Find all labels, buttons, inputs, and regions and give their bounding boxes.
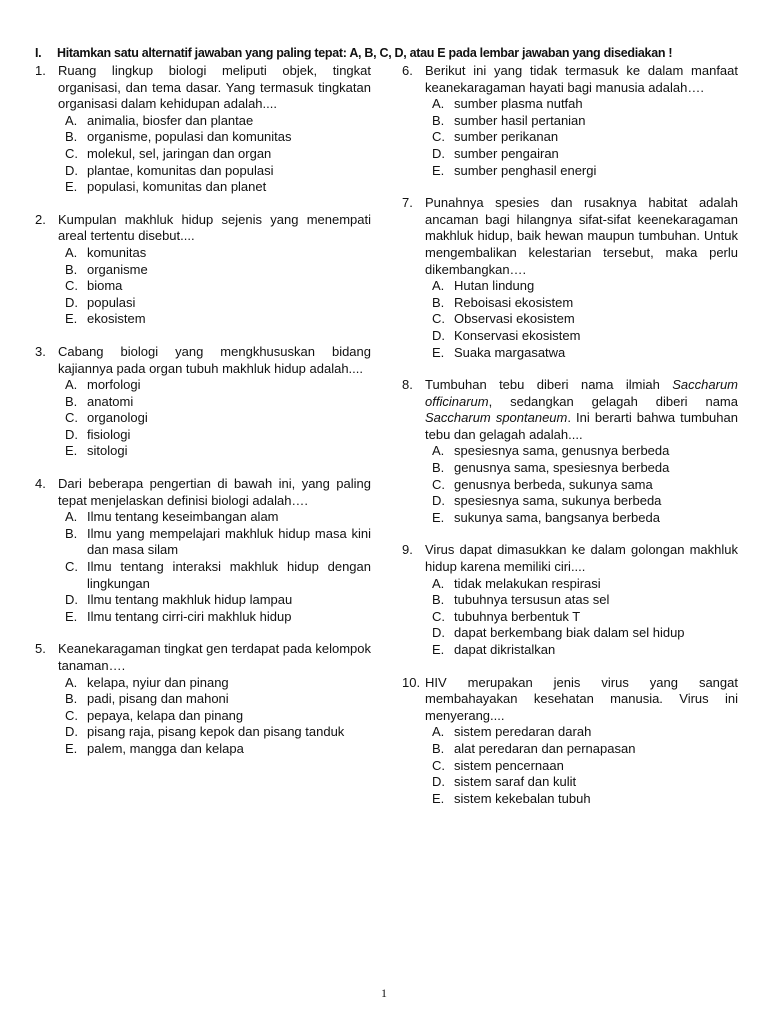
option-text: alat peredaran dan pernapasan — [454, 740, 636, 756]
option-text: sistem kekebalan tubuh — [454, 790, 591, 806]
option-text: sumber penghasil energi — [454, 162, 597, 178]
question-9 — [402, 542, 738, 658]
question-4 — [35, 476, 371, 625]
option-d — [65, 724, 371, 741]
option-a — [65, 377, 371, 394]
option-letter: A. — [432, 575, 445, 591]
option-e — [432, 510, 738, 527]
option-text: organisme, populasi dan komunitas — [87, 129, 292, 145]
question-number: 4. — [35, 476, 46, 492]
option-letter: B. — [65, 393, 78, 409]
option-d — [65, 592, 371, 609]
option-text: palem, mangga dan kelapa — [87, 740, 244, 756]
option-a — [65, 113, 371, 130]
option-letter: E. — [432, 509, 445, 525]
option-letter: A. — [65, 509, 78, 525]
option-letter: E. — [432, 642, 445, 657]
option-text: dapat berkembang biak dalam sel hidup — [454, 625, 685, 641]
question-5 — [35, 641, 371, 757]
option-letter: C. — [432, 757, 445, 773]
option-a — [65, 509, 371, 526]
option-text: pepaya, kelapa dan pinang — [87, 707, 244, 723]
option-b — [65, 262, 371, 279]
option-b — [65, 394, 371, 411]
question-text: Berikut ini yang tidak termasuk ke dalam manfaat keanekaragaman hayati bagi manusia adalah…. — [425, 63, 738, 95]
option-text: Reboisasi ekosistem — [454, 294, 574, 310]
option-list — [402, 724, 738, 807]
option-a — [65, 245, 371, 262]
option-c — [65, 146, 371, 163]
option-b — [65, 526, 371, 559]
option-letter: B. — [65, 525, 78, 541]
option-c — [65, 559, 371, 592]
option-text: dapat dikristalkan — [454, 642, 556, 657]
option-d — [432, 774, 738, 791]
question-10 — [402, 675, 738, 808]
option-b — [432, 741, 738, 758]
option-letter: D. — [65, 592, 78, 608]
option-letter: C. — [65, 410, 78, 426]
question-8 — [402, 377, 738, 526]
option-letter: D. — [432, 327, 445, 343]
question-columns — [35, 63, 738, 823]
option-text: fisiologi — [87, 426, 131, 442]
question-text-part: . Ini berarti bahwa tumbuhan tebu dan gelagah adalah.... — [425, 410, 738, 442]
option-letter: E. — [65, 311, 78, 327]
option-text: komunitas — [87, 244, 147, 260]
option-letter: D. — [65, 162, 78, 178]
option-a — [432, 443, 738, 460]
question-3 — [35, 344, 371, 460]
option-letter: C. — [432, 311, 445, 327]
option-list — [35, 509, 371, 625]
question-text — [425, 377, 738, 443]
option-letter: A. — [432, 443, 445, 459]
option-letter: A. — [432, 724, 445, 740]
scientific-name-gelagah: Saccharum spontaneum — [425, 410, 568, 426]
option-e — [432, 163, 738, 180]
option-c — [432, 477, 738, 494]
question-text: Dari beberapa pengertian di bawah ini, yang paling tepat menjelaskan definisi biologi adalah…. — [58, 476, 371, 508]
option-text: Ilmu tentang interaksi makhluk hidup dengan lingkungan — [87, 559, 371, 591]
option-c — [65, 410, 371, 427]
option-letter: C. — [432, 476, 445, 492]
option-letter: A. — [432, 96, 445, 112]
option-text: sukunya sama, bangsanya berbeda — [454, 509, 660, 525]
question-2 — [35, 212, 371, 328]
option-text: Ilmu yang mempelajari makhluk hidup masa kini dan masa silam — [87, 525, 371, 558]
option-a — [432, 96, 738, 113]
option-text: Hutan lindung — [454, 278, 535, 294]
page-number: 1 — [381, 986, 387, 1000]
option-a — [432, 724, 738, 741]
option-e — [432, 642, 738, 659]
option-text: organisme — [87, 261, 148, 277]
question-7 — [402, 195, 738, 361]
option-e — [432, 791, 738, 808]
option-b — [432, 592, 738, 609]
option-letter: B. — [432, 294, 445, 310]
question-number: 6. — [402, 63, 413, 78]
option-text: tubuhnya tersusun atas sel — [454, 592, 610, 608]
question-text-part: Tumbuhan tebu diberi nama ilmiah — [425, 377, 673, 393]
option-text: Ilmu tentang keseimbangan alam — [87, 509, 279, 525]
option-letter: C. — [65, 707, 78, 723]
option-e — [65, 311, 371, 328]
option-letter: B. — [432, 460, 445, 476]
option-text: populasi, komunitas dan planet — [87, 179, 267, 195]
question-text: Virus dapat dimasukkan ke dalam golongan makhluk hidup karena memiliki ciri.... — [425, 542, 738, 575]
option-c — [65, 278, 371, 295]
option-text: sumber perikanan — [454, 129, 559, 145]
question-6 — [402, 63, 738, 179]
option-text: sumber pengairan — [454, 145, 559, 161]
option-text: morfologi — [87, 377, 141, 393]
option-letter: A. — [65, 244, 78, 260]
option-d — [65, 427, 371, 444]
option-letter: B. — [65, 691, 78, 707]
option-b — [65, 129, 371, 146]
question-number: 7. — [402, 195, 413, 211]
question-text: Keanekaragaman tingkat gen terdapat pada kelompok tanaman…. — [58, 641, 371, 673]
section-instruction — [35, 46, 738, 60]
option-b — [65, 691, 371, 708]
option-letter: A. — [65, 112, 78, 128]
option-text: genusnya sama, spesiesnya berbeda — [454, 460, 670, 476]
question-number: 1. — [35, 63, 46, 78]
option-d — [65, 295, 371, 312]
option-list — [402, 278, 738, 361]
option-text: Konservasi ekosistem — [454, 327, 581, 343]
option-d — [65, 163, 371, 180]
option-text: sistem peredaran darah — [454, 724, 592, 740]
question-number: 3. — [35, 343, 46, 359]
question-text-part: , sedangkan gelagah diberi nama — [488, 393, 738, 409]
option-letter: D. — [65, 426, 78, 442]
option-text: spesiesnya sama, genusnya berbeda — [454, 443, 670, 459]
option-letter: D. — [65, 724, 78, 740]
option-b — [432, 295, 738, 312]
option-c — [65, 708, 371, 725]
option-letter: B. — [65, 261, 78, 277]
question-text: HIV merupakan jenis virus yang sangat membahayakan kesehatan manusia. Virus ini menyerang.... — [425, 674, 738, 723]
option-text: sumber hasil pertanian — [454, 112, 586, 128]
option-list — [35, 245, 371, 328]
option-list — [402, 443, 738, 526]
option-text: sumber plasma nutfah — [454, 96, 583, 112]
option-letter: B. — [432, 740, 445, 756]
option-text: pisang raja, pisang kepok dan pisang tanduk — [87, 724, 345, 740]
question-number: 10. — [402, 674, 421, 690]
instruction-text: Hitamkan satu alternatif jawaban yang paling tepat: A, B, C, D, atau E pada lembar jawaban yang disediakan ! — [57, 46, 673, 60]
option-text: tidak melakukan respirasi — [454, 575, 601, 591]
option-text: bioma — [87, 278, 123, 294]
option-e — [65, 443, 371, 460]
option-letter: E. — [432, 162, 445, 178]
option-letter: E. — [432, 790, 445, 806]
option-b — [432, 460, 738, 477]
section-numeral: I. — [35, 46, 42, 60]
option-letter: C. — [65, 559, 78, 575]
option-c — [432, 129, 738, 146]
option-d — [432, 493, 738, 510]
option-text: spesiesnya sama, sukunya berbeda — [454, 493, 662, 509]
option-e — [65, 179, 371, 196]
option-text: genusnya berbeda, sukunya sama — [454, 476, 653, 492]
option-text: Suaka margasatwa — [454, 344, 566, 360]
option-e — [432, 345, 738, 362]
option-text: tubuhnya berbentuk T — [454, 608, 581, 624]
option-letter: E. — [65, 443, 78, 459]
scientific-name-tebu: Saccharum officinarum — [425, 377, 738, 409]
option-text: ekosistem — [87, 311, 146, 327]
option-d — [432, 625, 738, 642]
option-b — [432, 113, 738, 130]
option-letter: C. — [432, 608, 445, 624]
option-letter: E. — [432, 344, 445, 360]
option-text: organologi — [87, 410, 148, 426]
option-c — [432, 311, 738, 328]
option-a — [65, 675, 371, 692]
option-letter: B. — [432, 592, 445, 608]
option-list — [402, 576, 738, 659]
option-a — [432, 278, 738, 295]
option-letter: C. — [432, 129, 445, 145]
option-letter: C. — [65, 278, 78, 294]
left-column — [35, 63, 371, 823]
option-d — [432, 328, 738, 345]
option-text: sistem saraf dan kulit — [454, 774, 577, 790]
option-letter: D. — [432, 145, 445, 161]
option-list — [35, 377, 371, 460]
option-c — [432, 609, 738, 626]
right-column — [402, 63, 738, 823]
option-e — [65, 741, 371, 758]
option-text: molekul, sel, jaringan dan organ — [87, 145, 272, 161]
option-letter: A. — [65, 377, 78, 393]
option-text: sitologi — [87, 443, 128, 459]
option-letter: D. — [432, 493, 445, 509]
option-letter: A. — [65, 674, 78, 690]
option-d — [432, 146, 738, 163]
option-list — [35, 113, 371, 196]
option-text: anatomi — [87, 393, 134, 409]
option-text: padi, pisang dan mahoni — [87, 691, 229, 707]
question-number: 5. — [35, 641, 46, 657]
option-list — [35, 675, 371, 758]
option-letter: B. — [432, 112, 445, 128]
option-letter: D. — [432, 625, 445, 641]
option-text: Ilmu tentang makhluk hidup lampau — [87, 592, 293, 608]
question-text: Cabang biologi yang mengkhususkan bidang kajiannya pada organ tubuh makhluk hidup adalah.... — [58, 343, 371, 376]
option-letter: C. — [65, 145, 78, 161]
option-letter: E. — [65, 608, 78, 624]
option-letter: E. — [65, 179, 78, 195]
option-text: Observasi ekosistem — [454, 311, 575, 327]
option-text: Ilmu tentang cirri-ciri makhluk hidup — [87, 608, 292, 624]
question-text: Kumpulan makhluk hidup sejenis yang menempati areal tertentu disebut.... — [58, 211, 371, 244]
option-letter: A. — [432, 278, 445, 294]
option-letter: E. — [65, 740, 78, 756]
option-c — [432, 758, 738, 775]
question-text: Punahnya spesies dan rusaknya habitat adalah ancaman bagi hilangnya sifat-sifat keenekaragaman makhluk hidup, baik hewan maupun tumbuhan. Untuk mengembalikan kelestarian tersebut, maka perlu dikembangkan…. — [425, 195, 738, 277]
option-list — [402, 96, 738, 179]
option-letter: B. — [65, 129, 78, 145]
option-letter: D. — [432, 774, 445, 790]
question-number: 9. — [402, 542, 413, 558]
option-text: plantae, komunitas dan populasi — [87, 162, 274, 178]
question-text: Ruang lingkup biologi meliputi objek, tingkat organisasi, dan tema dasar. Yang termasuk tingkatan organisasi dalam kehidupan adalah.... — [58, 63, 371, 112]
option-e — [65, 609, 371, 626]
question-number: 8. — [402, 377, 413, 393]
option-a — [432, 576, 738, 593]
option-text: kelapa, nyiur dan pinang — [87, 674, 229, 690]
option-letter: D. — [65, 294, 78, 310]
question-number: 2. — [35, 211, 46, 227]
option-text: animalia, biosfer dan plantae — [87, 112, 254, 128]
option-text: sistem pencernaan — [454, 757, 564, 773]
option-text: populasi — [87, 294, 136, 310]
question-1 — [35, 63, 371, 196]
